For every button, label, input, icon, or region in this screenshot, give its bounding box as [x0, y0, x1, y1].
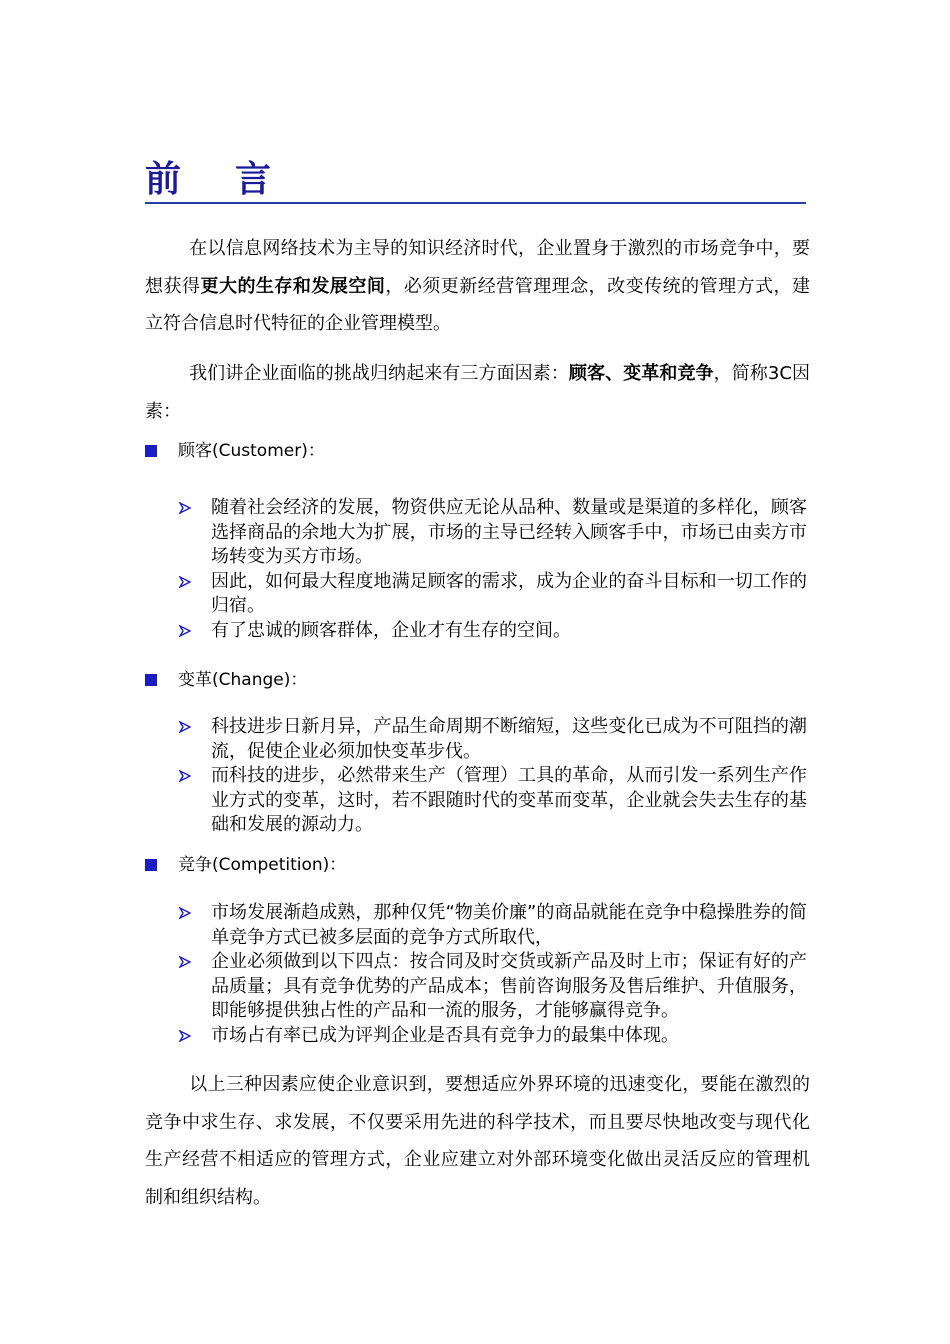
arrow-bullet-icon [179, 956, 191, 968]
intro-paragraph-2 [145, 355, 810, 430]
section-heading-text: 变革(Change)： [178, 670, 308, 690]
section-heading-text: 顾客(Customer)： [178, 441, 325, 461]
list-item [177, 619, 807, 644]
list-item [177, 496, 807, 570]
list-item [177, 764, 807, 838]
bullet-list-competition [177, 901, 807, 1048]
square-bullet-icon [145, 674, 157, 686]
arrow-bullet-icon [179, 625, 191, 637]
list-item [177, 570, 807, 619]
conclusion-paragraph [145, 1066, 810, 1216]
list-item-text: 企业必须做到以下四点：按合同及时交货或新产品及时上市；保证有好的产品质量；具有竞争优势的产品成本；售前咨询服务及售后维护、升值服务，即能够提供独占性的产品和一流的服务，才能够赢得竞争。 [211, 951, 807, 1021]
list-item [177, 1024, 807, 1049]
bullet-list-customer [177, 496, 807, 643]
arrow-bullet-icon [179, 1030, 191, 1042]
list-item-text: 市场占有率已成为评判企业是否具有竞争力的最集中体现。 [211, 1024, 679, 1046]
arrow-bullet-icon [179, 576, 191, 588]
square-bullet-icon [145, 445, 157, 457]
intro-p1-text-end: ，必须更新经营管理理念，改变传统的管理方式，建立符合信息时代特征的企业管理模型。 [145, 275, 811, 334]
list-item-text: 随着社会经济的发展，物资供应无论从品种、数量或是渠道的多样化，顾客选择商品的余地大为扩展，市场的主导已经转入顾客手中，市场已由卖方市场转变为买方市场。 [211, 497, 807, 567]
intro-p1-emphasis: 更大的生存和发展空间 [200, 275, 386, 297]
list-item-text: 科技进步日新月异，产品生命周期不断缩短，这些变化已成为不可阻挡的潮流，促使企业必须加快变革步伐。 [211, 716, 807, 762]
intro-p1-text: 在以信息网络技术为主导的知识经济时代，企业置身于激烈的市场竞争中，要想获得 [145, 238, 810, 297]
arrow-bullet-icon [179, 770, 191, 782]
list-item [177, 715, 807, 764]
list-item [177, 950, 807, 1024]
arrow-bullet-icon [179, 721, 191, 733]
list-item [177, 901, 807, 950]
intro-p2-text-end: ，简称3C因素： [145, 363, 810, 422]
arrow-bullet-icon [179, 907, 191, 919]
list-item-text: 有了忠诚的顾客群体，企业才有生存的空间。 [211, 619, 571, 641]
intro-p2-text: 我们讲企业面临的挑战归纳起来有三方面因素： [189, 363, 569, 384]
list-item-text: 而科技的进步，必然带来生产（管理）工具的革命，从而引发一系列生产作业方式的变革，这时，若不跟随时代的变革而变革，企业就会失去生存的基础和发展的源动力。 [211, 765, 807, 835]
section-heading-text: 竞争(Competition)： [178, 855, 347, 875]
conclusion-text: 以上三种因素应使企业意识到，要想适应外界环境的迅速变化，要能在激烈的竞争中求生存、求发展，不仅要采用先进的科学技术，而且要尽快地改变与现代化生产经营不相适应的管理方式，企业应建立对外部环境变化做出灵活反应的管理机制和组织结构。 [145, 1074, 810, 1208]
arrow-bullet-icon [179, 502, 191, 514]
list-item-text: 因此，如何最大程度地满足顾客的需求，成为企业的奋斗目标和一切工作的归宿。 [211, 570, 807, 616]
square-bullet-icon [145, 859, 157, 871]
page-title: 前言 [145, 159, 326, 200]
title-underline [145, 202, 806, 204]
intro-p2-emphasis: 顾客、变革和竞争 [568, 363, 714, 384]
bullet-list-change [177, 715, 807, 838]
list-item-text: 市场发展渐趋成熟，那种仅凭“物美价廉”的商品就能在竞争中稳操胜券的简单竞争方式已被多层面的竞争方式所取代， [211, 902, 807, 948]
intro-paragraph-1 [145, 230, 810, 343]
